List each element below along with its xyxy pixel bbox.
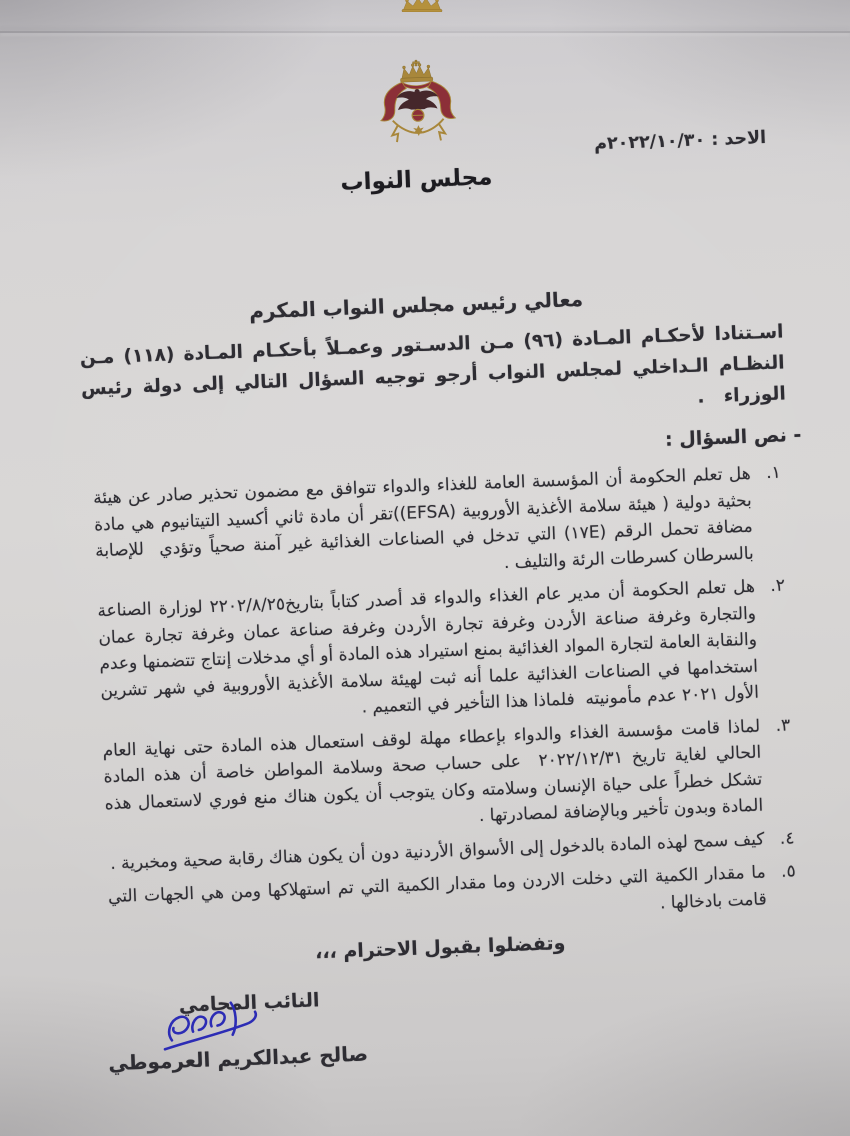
signer-title: النائب المحامي [178, 989, 320, 1017]
question-label: - نص السؤال : [664, 423, 802, 451]
parliament-logo-text: مجلس النواب [339, 164, 493, 196]
question-list [93, 460, 797, 937]
question-number: ٣. [775, 714, 791, 736]
letter-date: الاحد : ٢٠٢٢/١٠/٣٠م [593, 127, 767, 155]
question-text: هل تعلم الحكومة أن مدير عام الغذاء والدواء قد أصدر كتاباً بتاريخ٢٢٠٢/٨/٢٥ لوزارة الصناعة والتجارة وغرفة صناعة الأردن وغرفة تجارة الأردن وغرفة صناعة عمان وغرفة تجارة عمان والنقابة العامة لتجارة المواد الغذائية بمنع استيراد هذه المادة أو أي مدخلات إنتاج تتضمنها وعدم استخدامها في الصناعات الغذائية علما أنه ثبت لهيئة سلامة الأغذية الأوروبية في شهر تشرين الأول ٢٠٢١ عدم مأمونيته فلماذا هذا التأخير في التعميم . [97, 576, 760, 718]
intro-paragraph: اسـتنادا لأحكـام المـادة (٩٦) مـن الدسـتور وعمـلاً بأحكـام المـادة (١١٨) مـن النظـام الـداخلي لمجلس النواب أرجو توجيه السؤال التالي إلى دولة رئيس الوزراء . [79, 321, 787, 408]
letter-sheet [20, 1, 833, 1135]
closing-phrase: وتفضلوا بقبول الاحترام ،،، [314, 932, 566, 964]
question-item [93, 460, 784, 592]
question-number: ٤. [779, 827, 795, 849]
salutation: معالي رئيس مجلس النواب المكرم [248, 286, 584, 324]
question-number: ١. [765, 462, 782, 484]
question-text: كيف سمح لهذه المادة بالدخول إلى الأسواق الأردنية دون أن يكون هناك رقابة صحية ومخبرية . [109, 829, 765, 874]
question-text: لماذا قامت مؤسسة الغذاء والدواء بإعطاء مهلة لوقف استعمال هذه المادة حتى نهاية العام الحالي لغاية تاريخ ٢٠٢٢/١٢/٣١ على حساب صحة وسلامة المواطن خاصة أن هذه المادة تشكل خطراً على حياة الإنسان وسلامته وكان يتوجب أن يكون هناك منع فوري لاستعمال هذه المادة وبدون تأخير وبالإضافة لمصادرتها . [102, 716, 764, 827]
question-number: ٥. [780, 861, 797, 882]
question-item [97, 573, 789, 731]
question-text: هل تعلم الحكومة أن المؤسسة العامة للغذاء والدواء تتوافق مع مضمون تحذير صادر عن هيئة بحثية دولية ( هيئة سلامة الأغذية الأوروبية ‭((EFSA)‬تقر أن مادة ثاني أكسيد التيتانيوم هي مادة مضافة تحمل الرقم ‭(١٧E)‬ التي تدخل في الصناعات الغذائية غير آمنة صحياً وتؤدي للإصابة بالسرطان كسرطات الرئة والتليف . [92, 463, 755, 573]
signature-block [56, 962, 833, 1131]
signer-name: صالح عبدالكريم العرموطي [107, 1041, 369, 1076]
question-number: ٢. [769, 575, 786, 597]
question-item [102, 712, 793, 844]
question-text: ما مقدار الكمية التي دخلت الاردن وما مقدار الكمية التي تم استهلاكها ومن هي الجهات التي قامت بادخالها . [107, 862, 768, 913]
jordan-coat-of-arms-icon [372, 57, 464, 164]
